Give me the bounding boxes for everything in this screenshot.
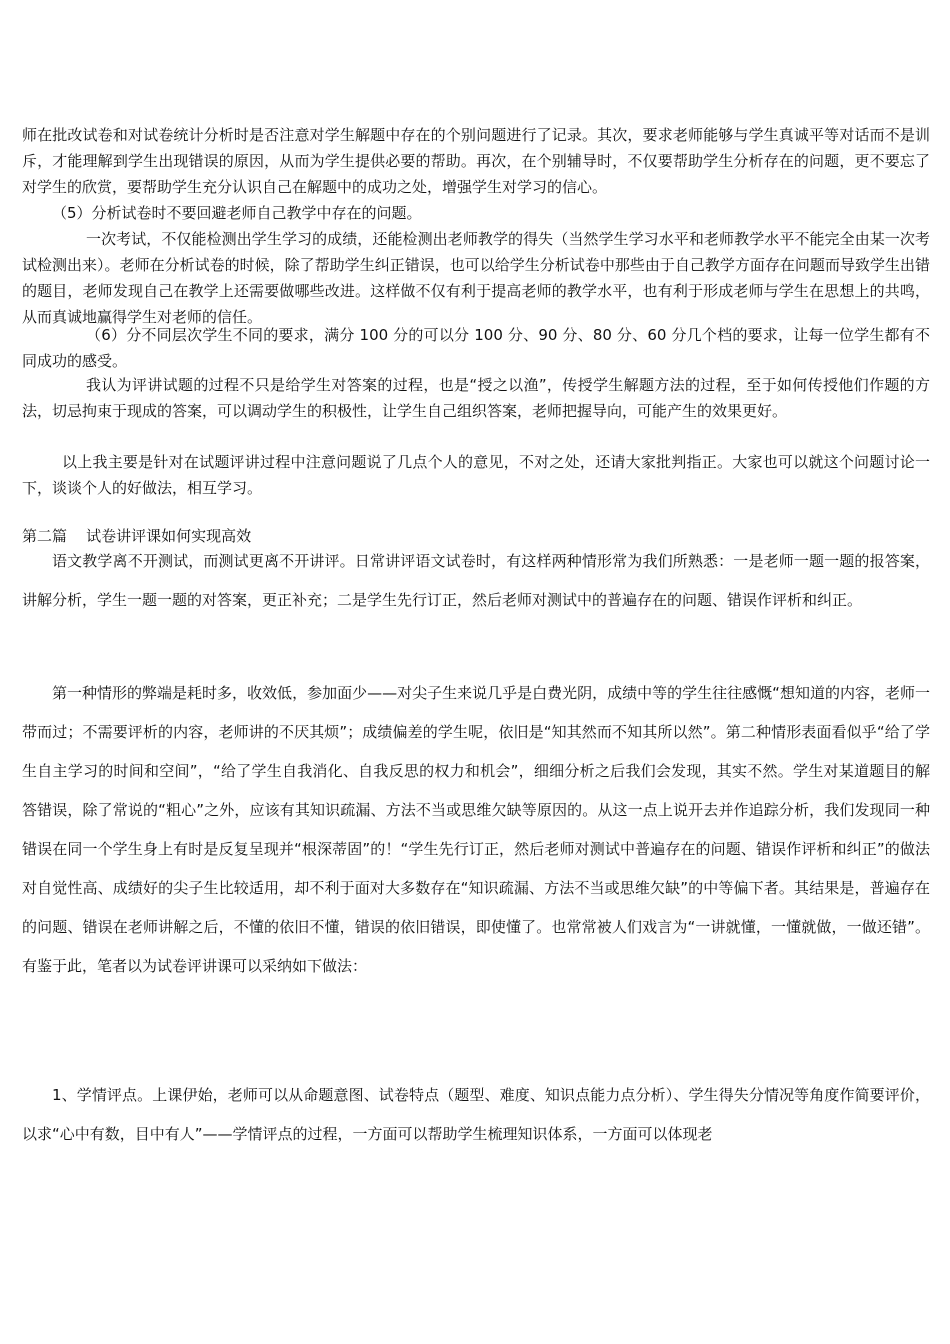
conclusion-paragraph: 以上我主要是针对在试题评讲过程中注意问题说了几点个人的意见，不对之处，还请大家批判指正。大家也可以就这个问题讨论一下，谈谈个人的好做法，相互学习。 (22, 453, 930, 497)
item-5-body: 一次考试，不仅能检测出学生学习的成绩，还能检测出老师教学的得失（当然学生学习水平和老师教学水平不能完全由某一次考试检测出来）。老师在分析试卷的时候，除了帮助学生纠正错误，也可以给学生分析试卷中那些由于自己教学方面存在问题而导致学生出错的题目，老师发现自己在教学上还需要做哪些改进。这样做不仅有利于提高老师的教学水平，也有利于形成老师与学生在思想上的共鸣，从而真诚地赢得学生对老师的信任。 (22, 230, 930, 326)
intro-paragraph: 语文教学离不开测试，而测试更离不开讲评。日常讲评语文试卷时，有这样两种情形常为我们所熟悉：一是老师一题一题的报答案，讲解分析，学生一题一题的对答案，更正补充；二是学生先行订正，然后老师对测试中的普遍存在的问题、错误作评析和纠正。 (22, 552, 930, 609)
item-5-title: （5）分析试卷时不要回避老师自己教学中存在的问题。 (52, 204, 422, 222)
item-6-paragraph: （6）分不同层次学生不同的要求，满分 100 分的可以分 100 分、90 分、80 分、60 分几个档的要求，让每一位学生都有不同成功的感受。 (22, 326, 930, 370)
opinion-paragraph: 我认为评讲试题的过程不只是给学生对答案的过程，也是“授之以渔”，传授学生解题方法的过程，至于如何传授他们作题的方法，切忌拘束于现成的答案，可以调动学生的积极性，让学生自己组织答案，老师把握导向，可能产生的效果更好。 (22, 376, 930, 420)
section-heading: 第二篇 试卷讲评课如何实现高效 (22, 527, 252, 545)
step-1-paragraph: 1、学情评点。上课伊始，老师可以从命题意图、试卷特点（题型、难度、知识点能力点分析）、学生得失分情况等角度作简要评价，以求“心中有数，目中有人”——学情评点的过程，一方面可以帮助学生梳理知识体系，一方面可以体现老 (22, 1086, 930, 1143)
continued-paragraph: 师在批改试卷和对试卷统计分析时是否注意对学生解题中存在的个别问题进行了记录。其次，要求老师能够与学生真诚平等对话而不是训斥，才能理解到学生出现错误的原因，从而为学生提供必要的帮助。再次，在个别辅导时，不仅要帮助学生分析存在的问题，更不要忘了对学生的欣赏，要帮助学生充分认识自己在解题中的成功之处，增强学生对学习的信心。 (22, 126, 930, 196)
analysis-paragraph: 第一种情形的弊端是耗时多，收效低，参加面少——对尖子生来说几乎是白费光阴，成绩中等的学生往往感慨“想知道的内容，老师一带而过；不需要评析的内容，老师讲的不厌其烦”；成绩偏差的学生呢，依旧是“知其然而不知其所以然”。第二种情形表面看似乎“给了学生自主学习的时间和空间”，“给了学生自我消化、自我反思的权力和机会”，细细分析之后我们会发现，其实不然。学生对某道题目的解答错误，除了常说的“粗心”之外，应该有其知识疏漏、方法不当或思维欠缺等原因的。从这一点上说开去并作追踪分析，我们发现同一种错误在同一个学生身上有时是反复呈现并“根深蒂固”的！“学生先行订正，然后老师对测试中普遍存在的问题、错误作评析和纠正”的做法对自觉性高、成绩好的尖子生比较适用，却不利于面对大多数存在“知识疏漏、方法不当或思维欠缺”的中等偏下者。其结果是，普遍存在的问题、错误在老师讲解之后，不懂的依旧不懂，错误的依旧错误，即使懂了。也常常被人们戏言为“一讲就懂，一懂就做，一做还错”。有鉴于此，笔者以为试卷评讲课可以采纳如下做法： (22, 684, 930, 975)
